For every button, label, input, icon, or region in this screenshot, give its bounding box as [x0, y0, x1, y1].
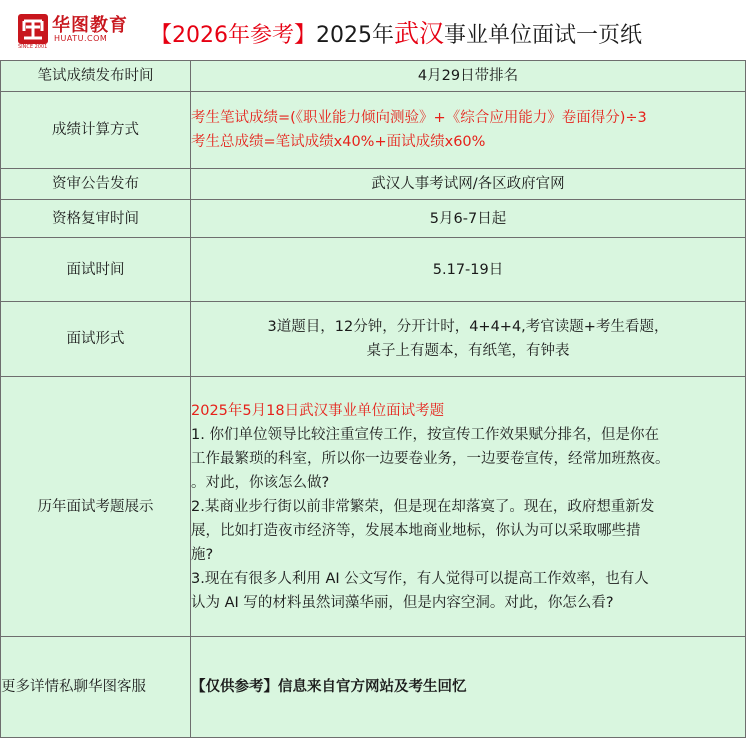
format-line-1: 3道题目，12分钟，分开计时，4+4+4,考官读题+考生看题，	[267, 319, 669, 335]
huatu-logo-icon	[18, 14, 48, 44]
huatu-logo	[18, 10, 136, 50]
question-line: 3.现在有很多人利用 AI 公文写作，有人觉得可以提高工作效率，也有人	[191, 570, 649, 587]
questions-heading: 2025年5月18日武汉事业单位面试考题	[191, 402, 445, 419]
release-label: 笔试成绩发布时间	[1, 61, 191, 92]
calc-label: 成绩计算方式	[1, 92, 191, 169]
page-header	[0, 0, 746, 61]
row-interview-time	[1, 238, 746, 302]
title-tag: 【2026年参考】	[150, 23, 316, 48]
review-label: 资格复审时间	[1, 200, 191, 238]
title-year: 2025年	[316, 23, 394, 48]
logo-brand-text: 华图教育	[52, 15, 128, 36]
format-line-2: 桌子上有题本，有纸笔，有钟表	[366, 343, 570, 359]
more-value: 【仅供参考】信息来自官方网站及考生回忆	[191, 637, 746, 738]
questions-value	[191, 377, 746, 637]
info-table	[0, 60, 746, 738]
logo-since-text: SINCE 2001	[18, 44, 48, 50]
notice-value: 武汉人事考试网/各区政府官网	[191, 169, 746, 200]
row-more	[1, 637, 746, 738]
question-line: 1. 你们单位领导比较注重宣传工作，按宣传工作效果赋分排名，但是你在	[191, 426, 659, 443]
interview-time-label: 面试时间	[1, 238, 191, 302]
notice-label: 资审公告发布	[1, 169, 191, 200]
more-label: 更多详情私聊华图客服	[1, 637, 191, 738]
question-line: 工作最繁琐的科室，所以你一边要卷业务，一边要卷宣传，经常加班熬夜。	[191, 450, 670, 467]
format-label: 面试形式	[1, 302, 191, 377]
format-value	[191, 302, 746, 377]
calc-line-1: 考生笔试成绩=(《职业能力倾向测验》+《综合应用能力》卷面得分)÷3	[191, 110, 647, 126]
row-notice	[1, 169, 746, 200]
row-format	[1, 302, 746, 377]
calc-value	[191, 92, 746, 169]
row-review	[1, 200, 746, 238]
logo-domain-text: HUATU.COM	[54, 34, 108, 43]
row-calc	[1, 92, 746, 169]
title-city: 武汉	[394, 19, 445, 48]
calc-line-2: 考生总成绩=笔试成绩x40%+面试成绩x60%	[191, 134, 486, 150]
row-questions	[1, 377, 746, 637]
row-release	[1, 61, 746, 92]
question-line: 。对此，你该怎么做?	[191, 474, 330, 491]
interview-time-value: 5.17-19日	[191, 238, 746, 302]
title-main: 事业单位面试一页纸	[444, 23, 643, 48]
question-line: 施?	[191, 546, 214, 563]
page-title	[150, 14, 642, 50]
release-value: 4月29日带排名	[191, 61, 746, 92]
questions-label: 历年面试考题展示	[1, 377, 191, 637]
question-line: 认为 AI 写的材料虽然词藻华丽，但是内容空洞。对此，你怎么看?	[191, 594, 614, 611]
question-line: 2.某商业步行街以前非常繁荣，但是现在却落寞了。现在，政府想重新发	[191, 498, 655, 515]
review-value: 5月6-7日起	[191, 200, 746, 238]
question-line: 展，比如打造夜市经济等，发展本地商业地标，你认为可以采取哪些措	[191, 522, 641, 539]
